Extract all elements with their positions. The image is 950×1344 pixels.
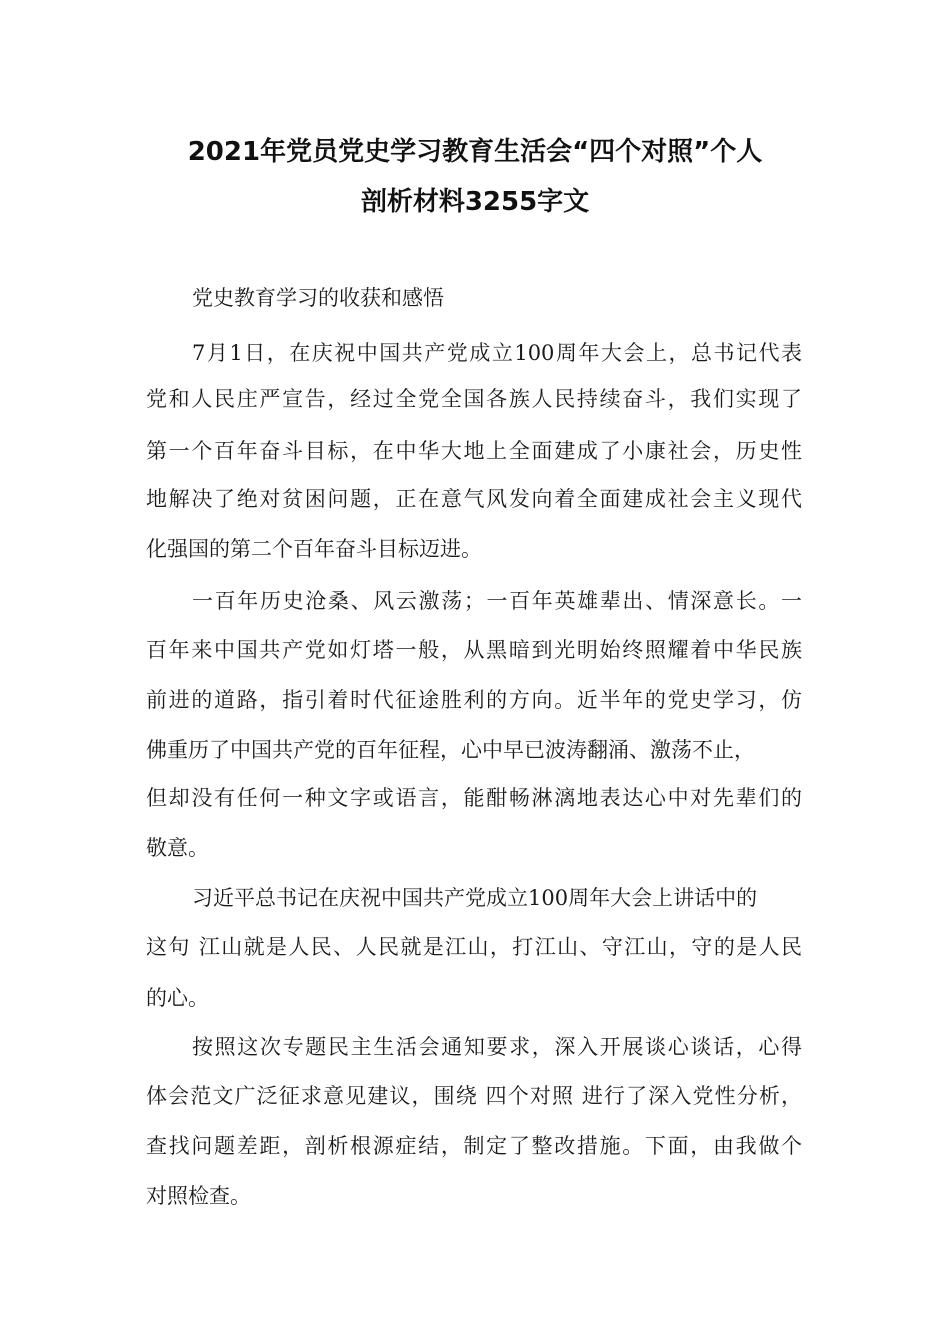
paragraph-2-line-1: 一百年历史沧桑、风云激荡；一百年英雄辈出、情深意长。一 (192, 589, 802, 613)
paragraph-2-line-6: 敬意。 (146, 836, 209, 860)
paragraph-1-line-4: 地解决了绝对贫困问题，正在意气风发向着全面建成社会主义现代 (146, 487, 802, 511)
document-title-line-1: 2021年党员党史学习教育生活会“四个对照”个人 (187, 137, 763, 167)
paragraph-1-line-2: 党和人民庄严宣告，经过全党全国各族人民持续奋斗，我们实现了 (146, 387, 802, 411)
paragraph-3-line-2: 这句 江山就是人民、人民就是江山，打江山、守江山，守的是人民 (146, 935, 802, 959)
paragraph-3-line-3: 的心。 (146, 986, 209, 1010)
paragraph-2-line-3: 前进的道路，指引着时代征途胜利的方向。近半年的党史学习，仿 (146, 688, 802, 712)
paragraph-3-line-1: 习近平总书记在庆祝中国共产党成立100周年大会上讲话中的 (192, 886, 758, 910)
paragraph-1-line-1: 7月1日，在庆祝中国共产党成立100周年大会上，总书记代表 (192, 341, 802, 365)
document-title-line-2: 剖析材料3255字文 (360, 187, 590, 217)
paragraph-4-line-1: 按照这次专题民主生活会通知要求，深入开展谈心谈话，心得 (192, 1035, 802, 1059)
paragraph-1-line-5: 化强国的第二个百年奋斗目标迈进。 (146, 537, 482, 561)
paragraph-2-line-5: 但却没有任何一种文字或语言，能酣畅淋漓地表达心中对先辈们的 (146, 786, 802, 810)
paragraph-4-line-3: 查找问题差距，剖析根源症结，制定了整改措施。下面，由我做个 (146, 1134, 802, 1158)
paragraph-2-line-4: 佛重历了中国共产党的百年征程，心中早已波涛翻涌、激荡不止， (146, 738, 755, 762)
paragraph-4-line-2: 体会范文广泛征求意见建议，围绕 四个对照 进行了深入党性分析， (146, 1084, 802, 1108)
paragraph-1-line-3: 第一个百年奋斗目标，在中华大地上全面建成了小康社会，历史性 (146, 439, 802, 463)
paragraph-4-line-4: 对照检查。 (146, 1184, 251, 1208)
section-subheading: 党史教育学习的收获和感悟 (192, 286, 444, 310)
paragraph-2-line-2: 百年来中国共产党如灯塔一般，从黑暗到光明始终照耀着中华民族 (146, 638, 802, 662)
